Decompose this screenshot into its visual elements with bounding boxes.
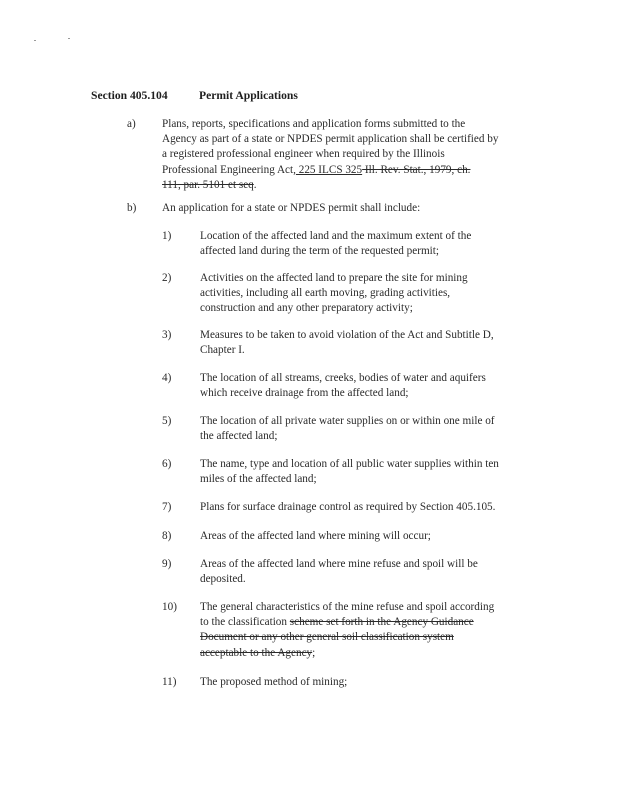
deleted-text: Document or any other general soil classification system — [200, 631, 454, 644]
list-item — [200, 529, 431, 544]
subsection-a-label: a) — [127, 118, 136, 130]
text-plain: . — [253, 178, 257, 191]
list-item — [200, 557, 478, 587]
text-line: Location of the affected land and the maximum extent of the — [200, 230, 472, 242]
subsection-b-label: b) — [127, 202, 137, 214]
text-line: The location of all streams, creeks, bodies of water and aquifers — [200, 372, 486, 384]
text-line: construction and any other preparatory activity; — [200, 302, 413, 315]
item-label: 2) — [162, 272, 172, 284]
list-item — [200, 371, 486, 401]
list-item — [200, 328, 494, 358]
text-line: Areas of the affected land where mining will occur; — [200, 530, 431, 542]
subsection-a-text — [162, 117, 498, 193]
list-item — [200, 457, 499, 487]
text-line: Chapter I. — [200, 344, 245, 357]
deleted-citation: 111, par. 5101 et seq — [162, 178, 254, 191]
list-item — [200, 600, 494, 661]
text-plain: ; — [312, 646, 316, 659]
text-line: The name, type and location of all public water supplies within ten — [200, 458, 499, 470]
text-line: Plans for surface drainage control as required by Section 405.105. — [200, 501, 496, 513]
item-label: 9) — [162, 558, 172, 570]
list-item — [200, 229, 471, 259]
text-line — [200, 630, 494, 645]
text-line: Measures to be taken to avoid violation of the Act and Subtitle D, — [200, 329, 494, 341]
text-line: Plans, reports, specifications and application forms submitted to the — [162, 118, 466, 130]
section-title: Permit Applications — [199, 89, 298, 102]
text-plain: to the classification — [200, 616, 290, 629]
item-label: 6) — [162, 458, 172, 470]
text-plain: Professional Engineering Act, — [162, 163, 296, 176]
text-line: the affected land; — [200, 430, 278, 443]
text-line: activities, including all earth moving, grading activities, — [200, 287, 451, 300]
inserted-citation: 225 ILCS 325 — [295, 163, 363, 176]
text-line: The proposed method of mining; — [200, 676, 348, 688]
text-line — [200, 615, 494, 630]
list-item — [200, 414, 495, 444]
text-line: deposited. — [200, 573, 246, 586]
section-heading — [91, 88, 298, 103]
subsection-b-intro — [162, 201, 420, 216]
item-label: 3) — [162, 329, 172, 341]
item-label: 8) — [162, 530, 172, 542]
list-item — [200, 271, 468, 317]
text-line: affected land during the term of the requested permit; — [200, 245, 439, 258]
item-label: 1) — [162, 230, 172, 242]
scan-specks — [30, 36, 80, 44]
item-label: 10) — [162, 601, 177, 613]
list-item — [200, 675, 347, 690]
text-line: which receive drainage from the affected land; — [200, 387, 409, 400]
text-line: Areas of the affected land where mine refuse and spoil will be — [200, 558, 478, 570]
list-item — [200, 500, 495, 515]
text-line: Activities on the affected land to prepare the site for mining — [200, 272, 468, 284]
deleted-citation: Ill. Rev. Stat., 1979, ch. — [362, 163, 471, 176]
text-line: Agency as part of a state or NPDES permit application shall be certified by — [162, 133, 499, 146]
text-line: An application for a state or NPDES permit shall include: — [162, 202, 421, 214]
text-line: a registered professional engineer when required by the Illinois — [162, 148, 445, 161]
text-line: miles of the affected land; — [200, 473, 317, 486]
text-line — [162, 163, 498, 178]
text-line: The location of all private water supplies on or within one mile of — [200, 415, 495, 427]
text-line: The general characteristics of the mine refuse and spoil according — [200, 601, 495, 613]
item-label: 5) — [162, 415, 172, 427]
item-label: 4) — [162, 372, 172, 384]
deleted-text: acceptable to the Agency — [200, 646, 313, 659]
text-line — [200, 646, 494, 661]
item-label: 7) — [162, 501, 172, 513]
text-line — [162, 178, 498, 193]
deleted-text: scheme set forth in the Agency Guidance — [289, 616, 474, 629]
section-number: Section 405.104 — [91, 89, 168, 102]
item-label: 11) — [162, 676, 177, 688]
